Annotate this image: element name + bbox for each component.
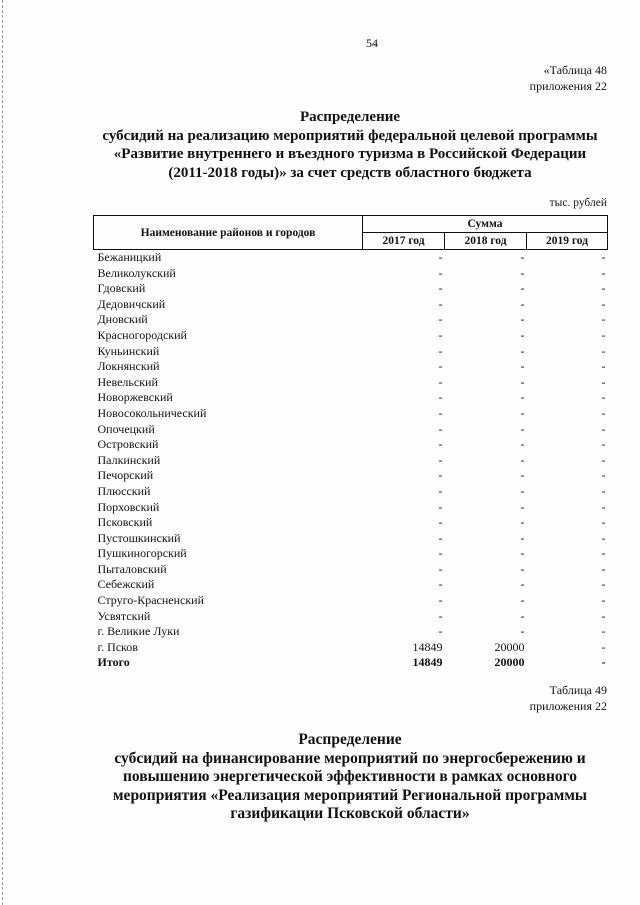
value-2019-cell: -: [601, 452, 606, 467]
value-2018-cell: -: [520, 281, 525, 296]
table49-title: [93, 731, 607, 824]
value-2018-cell: -: [520, 608, 525, 623]
table48-reference-line1: «Таблица 48: [543, 63, 607, 77]
header-year-2019: 2019 год: [527, 233, 608, 250]
value-2019-cell: -: [601, 515, 606, 530]
district-name-cell: Бежаницкий: [97, 250, 162, 264]
district-name-cell: Палкинский: [97, 452, 161, 467]
value-2019-cell: -: [601, 421, 606, 436]
table-row: [94, 390, 608, 406]
value-2019-cell: -: [601, 343, 606, 358]
value-2019-cell: -: [601, 437, 606, 452]
table-row: [94, 577, 608, 593]
table-row: [94, 546, 608, 562]
district-name-cell: Плюсский: [97, 483, 151, 498]
value-2018-cell: -: [520, 327, 525, 342]
total-value-2019: -: [601, 655, 606, 670]
value-2018-cell: -: [520, 265, 525, 280]
value-2019-cell: -: [601, 499, 606, 514]
district-name-cell: Новоржевский: [97, 390, 173, 405]
district-name-cell: Печорский: [97, 468, 154, 483]
district-name-cell: г. Великие Луки: [97, 624, 180, 639]
table48-header: [94, 216, 608, 250]
district-name-cell: г. Псков: [97, 639, 138, 654]
value-2018-cell: -: [520, 546, 525, 561]
district-name-cell: Усвятский: [97, 608, 151, 623]
value-2017-cell: -: [438, 390, 443, 405]
value-2019-cell: -: [601, 250, 606, 264]
table-row: [94, 312, 608, 328]
value-2019-cell: -: [601, 468, 606, 483]
value-2019-cell: -: [601, 296, 606, 311]
table-row: [94, 344, 608, 360]
value-2019-cell: -: [601, 312, 606, 327]
value-2019-cell: -: [601, 327, 606, 342]
table-row: [94, 624, 608, 640]
value-2017-cell: -: [438, 343, 443, 358]
value-2018-cell: -: [520, 374, 525, 389]
value-2018-cell: -: [520, 515, 525, 530]
table48: [93, 215, 608, 671]
table48-title: [93, 108, 607, 183]
district-name-cell: Невельский: [97, 374, 158, 389]
value-2017-cell: -: [438, 468, 443, 483]
value-2019-cell: -: [601, 561, 606, 576]
value-2019-cell: -: [601, 483, 606, 498]
value-2018-cell: -: [520, 593, 525, 608]
total-value-2018: 20000: [494, 655, 525, 670]
value-2017-cell: -: [438, 483, 443, 498]
value-2017-cell: -: [438, 281, 443, 296]
total-row: [94, 655, 608, 671]
value-2017-cell: -: [438, 530, 443, 545]
value-2019-cell: -: [601, 624, 606, 639]
value-2018-cell: -: [520, 250, 525, 264]
value-2018-cell: -: [520, 421, 525, 436]
table49-reference-line1: Таблица 49: [549, 683, 607, 697]
value-2018-cell: -: [520, 561, 525, 576]
table-row: [94, 406, 608, 422]
value-2017-cell: -: [438, 405, 443, 420]
header-sum: Сумма: [363, 216, 608, 233]
value-2018-cell: -: [520, 437, 525, 452]
table-row: [94, 562, 608, 578]
value-2019-cell: -: [601, 577, 606, 592]
value-2017-cell: -: [438, 593, 443, 608]
value-2017-cell: -: [438, 327, 443, 342]
table49-title-line: субсидий на финансирование мероприятий по энергосбережению и: [114, 749, 586, 767]
table-row: [94, 468, 608, 484]
district-name-cell: Куньинский: [97, 343, 160, 358]
value-2018-cell: -: [520, 296, 525, 311]
value-2018-cell: -: [520, 405, 525, 420]
table-row: [94, 609, 608, 625]
value-2017-cell: -: [438, 577, 443, 592]
value-2019-cell: -: [601, 593, 606, 608]
value-2018-cell: -: [520, 468, 525, 483]
table49-title-line: мероприятия «Реализация мероприятий Региональной программы: [113, 786, 587, 804]
value-2017-cell: -: [438, 265, 443, 280]
table-row: [94, 515, 608, 531]
district-name-cell: Красногородский: [97, 327, 187, 342]
value-2018-cell: -: [520, 624, 525, 639]
table-row: [94, 593, 608, 609]
value-2018-cell: -: [520, 499, 525, 514]
table-row: [94, 281, 608, 297]
value-2017-cell: -: [438, 312, 443, 327]
table49-reference: [530, 682, 607, 714]
value-2019-cell: -: [601, 530, 606, 545]
table-row: [94, 640, 608, 656]
total-label: Итого: [97, 655, 130, 670]
value-2019-cell: -: [601, 608, 606, 623]
value-2018-cell: -: [520, 483, 525, 498]
table48-body: [94, 250, 608, 656]
district-name-cell: Пустошкинский: [97, 530, 181, 545]
value-2019-cell: -: [601, 359, 606, 374]
header-year-2018: 2018 год: [445, 233, 527, 250]
district-name-cell: Порховский: [97, 499, 160, 514]
table-row: [94, 437, 608, 453]
table48-title-line: «Развитие внутреннего и въездного туризма в Российской Федерации: [113, 146, 587, 163]
table48-reference: [530, 62, 607, 94]
table49-title-line: Распределение: [298, 731, 402, 748]
value-2018-cell: -: [520, 312, 525, 327]
table49-title-line: газификации Псковской области»: [230, 805, 470, 822]
value-2017-cell: -: [438, 250, 443, 264]
value-2017-cell: -: [438, 608, 443, 623]
table49-title-line: повышению энергетической эффективности в рамках основного: [122, 768, 578, 785]
table-row: [94, 359, 608, 375]
table-row: [94, 250, 608, 266]
table48-reference-line2: приложения 22: [529, 79, 607, 93]
value-2017-cell: -: [438, 515, 443, 530]
scan-edge-line: [2, 0, 3, 905]
table-row: [94, 531, 608, 547]
value-2018-cell: -: [520, 577, 525, 592]
table48-title-line: Распределение: [299, 109, 401, 125]
district-name-cell: Островский: [97, 437, 159, 452]
value-2019-cell: -: [601, 546, 606, 561]
value-2019-cell: -: [601, 265, 606, 280]
district-name-cell: Псковский: [97, 515, 153, 530]
page-number: 54: [366, 36, 378, 50]
table48-title-line: (2011-2018 годы)» за счет средств областного бюджета: [168, 165, 532, 182]
district-name-cell: Дедовичский: [97, 296, 166, 311]
value-2017-cell: -: [438, 499, 443, 514]
table48-footer: [94, 655, 608, 671]
table48-units: тыс. рублей: [549, 197, 607, 209]
table-row: [94, 422, 608, 438]
table-row: [94, 484, 608, 500]
value-2017-cell: -: [438, 421, 443, 436]
district-name-cell: Великолукский: [97, 265, 176, 280]
district-name-cell: Пыталовский: [97, 561, 167, 576]
header-district-name: Наименование районов и городов: [94, 216, 363, 250]
value-2019-cell: -: [601, 281, 606, 296]
table-row: [94, 453, 608, 469]
value-2019-cell: -: [601, 639, 606, 654]
value-2017-cell: -: [438, 296, 443, 311]
value-2017-cell: -: [438, 452, 443, 467]
value-2017-cell: -: [438, 374, 443, 389]
value-2019-cell: -: [601, 390, 606, 405]
district-name-cell: Струго-Красненский: [97, 593, 205, 608]
value-2018-cell: -: [520, 359, 525, 374]
district-name-cell: Пушкиногорский: [97, 546, 187, 561]
value-2018-cell: -: [520, 452, 525, 467]
value-2017-cell: -: [438, 561, 443, 576]
district-name-cell: Новосокольнический: [97, 405, 207, 420]
district-name-cell: Гдовский: [97, 281, 146, 296]
value-2018-cell: -: [520, 390, 525, 405]
header-year-2017: 2017 год: [363, 233, 445, 250]
value-2019-cell: -: [601, 374, 606, 389]
table-row: [94, 328, 608, 344]
value-2017-cell: 14849: [412, 639, 443, 654]
district-name-cell: Дновский: [97, 312, 148, 327]
value-2017-cell: -: [438, 624, 443, 639]
table-row: [94, 375, 608, 391]
value-2019-cell: -: [601, 405, 606, 420]
table-row: [94, 500, 608, 516]
table48-title-line: субсидий на реализацию мероприятий федеральной целевой программы: [102, 127, 598, 144]
district-name-cell: Локнянский: [97, 359, 160, 374]
table49-reference-line2: приложения 22: [529, 699, 607, 713]
value-2017-cell: -: [438, 437, 443, 452]
value-2018-cell: -: [520, 343, 525, 358]
district-name-cell: Опочецкий: [97, 421, 155, 436]
total-value-2017: 14849: [412, 655, 443, 670]
value-2018-cell: 20000: [494, 639, 525, 654]
header-row: [94, 216, 608, 233]
value-2017-cell: -: [438, 359, 443, 374]
value-2017-cell: -: [438, 546, 443, 561]
value-2018-cell: -: [520, 530, 525, 545]
district-name-cell: Себежский: [97, 577, 155, 592]
table-row: [94, 297, 608, 313]
table-row: [94, 266, 608, 282]
